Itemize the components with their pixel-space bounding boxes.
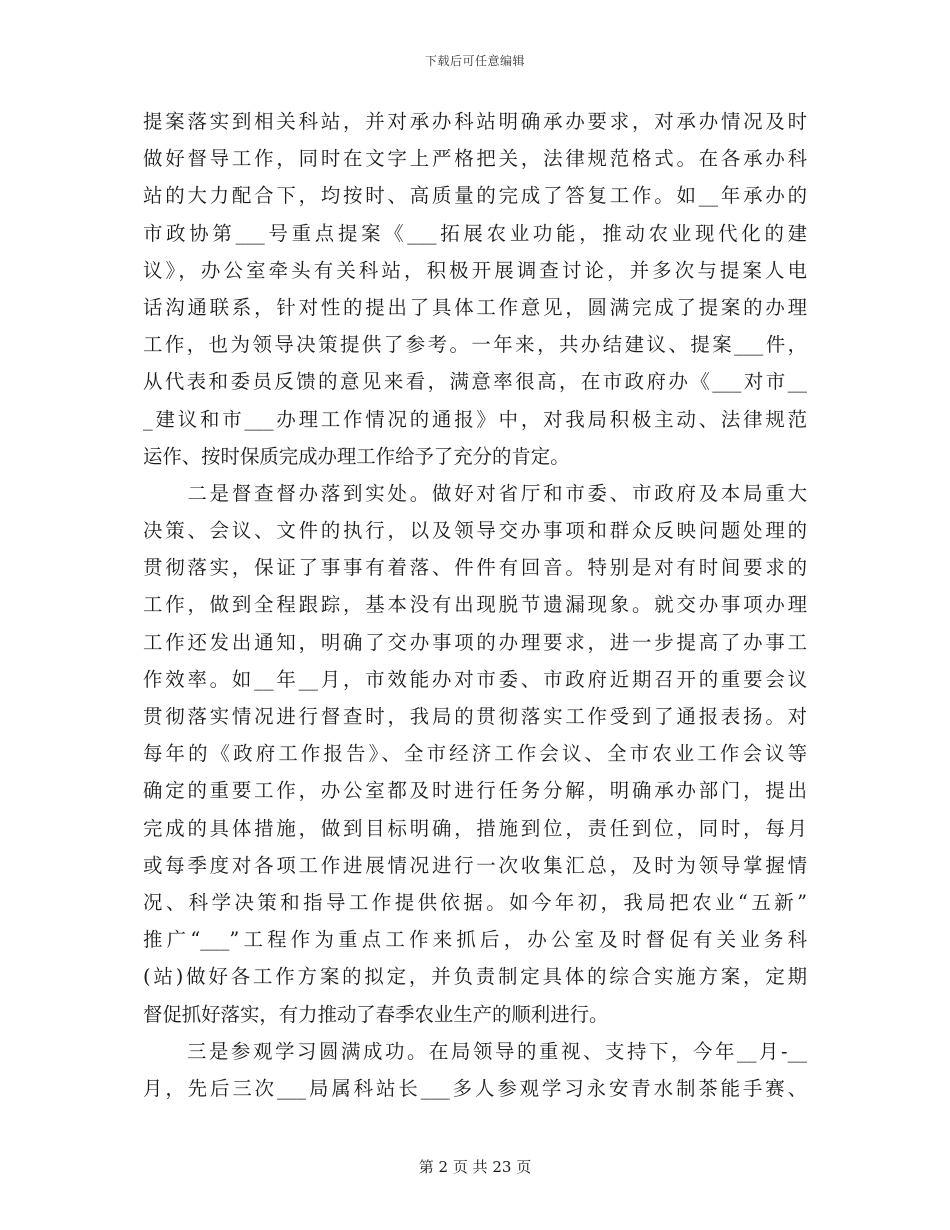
text-line: 三是参观学习圆满成功。在局领导的重视、支持下，今年__月-__ (143, 1039, 807, 1063)
text-line: 贯彻落实，保证了事事有着落、件件有回音。特别是对有时间要求的 (143, 556, 807, 580)
text-line: 工作，做到全程跟踪，基本没有出现脱节遗漏现象。就交办事项办理 (143, 593, 807, 617)
text-line: 议》，办公室牵头有关科站，积极开展调查讨论，并多次与提案人电 (143, 258, 807, 282)
text-line: _建议和市___办理工作情况的通报》中，对我局积极主动、法律规范 (143, 407, 807, 431)
text-line: (站)做好各工作方案的拟定，并负责制定具体的综合实施方案，定期 (143, 965, 807, 989)
text-line: 贯彻落实情况进行督查时，我局的贯彻落实工作受到了通报表扬。对 (143, 705, 807, 728)
text-line: 督促抓好落实，有力推动了春季农业生产的顺利进行。 (143, 1002, 609, 1026)
text-line: 确定的重要工作，办公室都及时进行任务分解，明确承办部门，提出 (143, 779, 807, 803)
text-line: 市政协第___号重点提案《___拓展农业功能，推动农业现代化的建 (143, 221, 807, 245)
text-line: 作效率。如__年__月，市效能办对市委、市政府近期召开的重要会议 (143, 667, 807, 691)
text-line: 工作，也为领导决策提供了参考。一年来，共办结建议、提案___件， (143, 333, 807, 357)
document-body (143, 103, 807, 1107)
page-number-footer: 第 2 页 共 23 页 (418, 1158, 532, 1176)
text-line: 况、科学决策和指导工作提供依据。如今年初，我局把农业“五新” (143, 890, 807, 914)
text-line: 完成的具体措施，做到目标明确，措施到位，责任到位，同时，每月 (143, 816, 807, 840)
text-line: 站的大力配合下，均按时、高质量的完成了答复工作。如__年承办的 (143, 184, 807, 208)
text-line: 推广“___”工程作为重点工作来抓后，办公室及时督促有关业务科 (143, 928, 807, 952)
text-line: 或每季度对各项工作进展情况进行一次收集汇总，及时为领导掌握情 (143, 853, 807, 877)
text-line: 运作、按时保质完成办理工作给予了充分的肯定。 (143, 444, 570, 468)
text-line: 每年的《政府工作报告》、全市经济工作会议、全市农业工作会议等 (143, 742, 807, 766)
text-line: 做好督导工作，同时在文字上严格把关，法律规范格式。在各承办科 (143, 147, 807, 171)
text-line: 从代表和委员反馈的意见来看，满意率很高，在市政府办《___对市__ (143, 370, 807, 394)
text-line: 提案落实到相关科站，并对承办科站明确承办要求，对承办情况及时 (143, 110, 807, 133)
text-line: 工作还发出通知，明确了交办事项的办理要求，进一步提高了办事工 (143, 630, 807, 654)
text-line: 话沟通联系，针对性的提出了具体工作意见，圆满完成了提案的办理 (143, 295, 807, 319)
text-line: 月，先后三次___局属科站长___多人参观学习永安青水制茶能手赛、 (143, 1076, 807, 1100)
text-line: 二是督查督办落到实处。做好对省厅和市委、市政府及本局重大 (143, 481, 807, 505)
page-header: 下载后可任意编辑 (424, 54, 525, 68)
text-line: 决策、会议、文件的执行，以及领导交办事项和群众反映问题处理的 (143, 519, 807, 543)
